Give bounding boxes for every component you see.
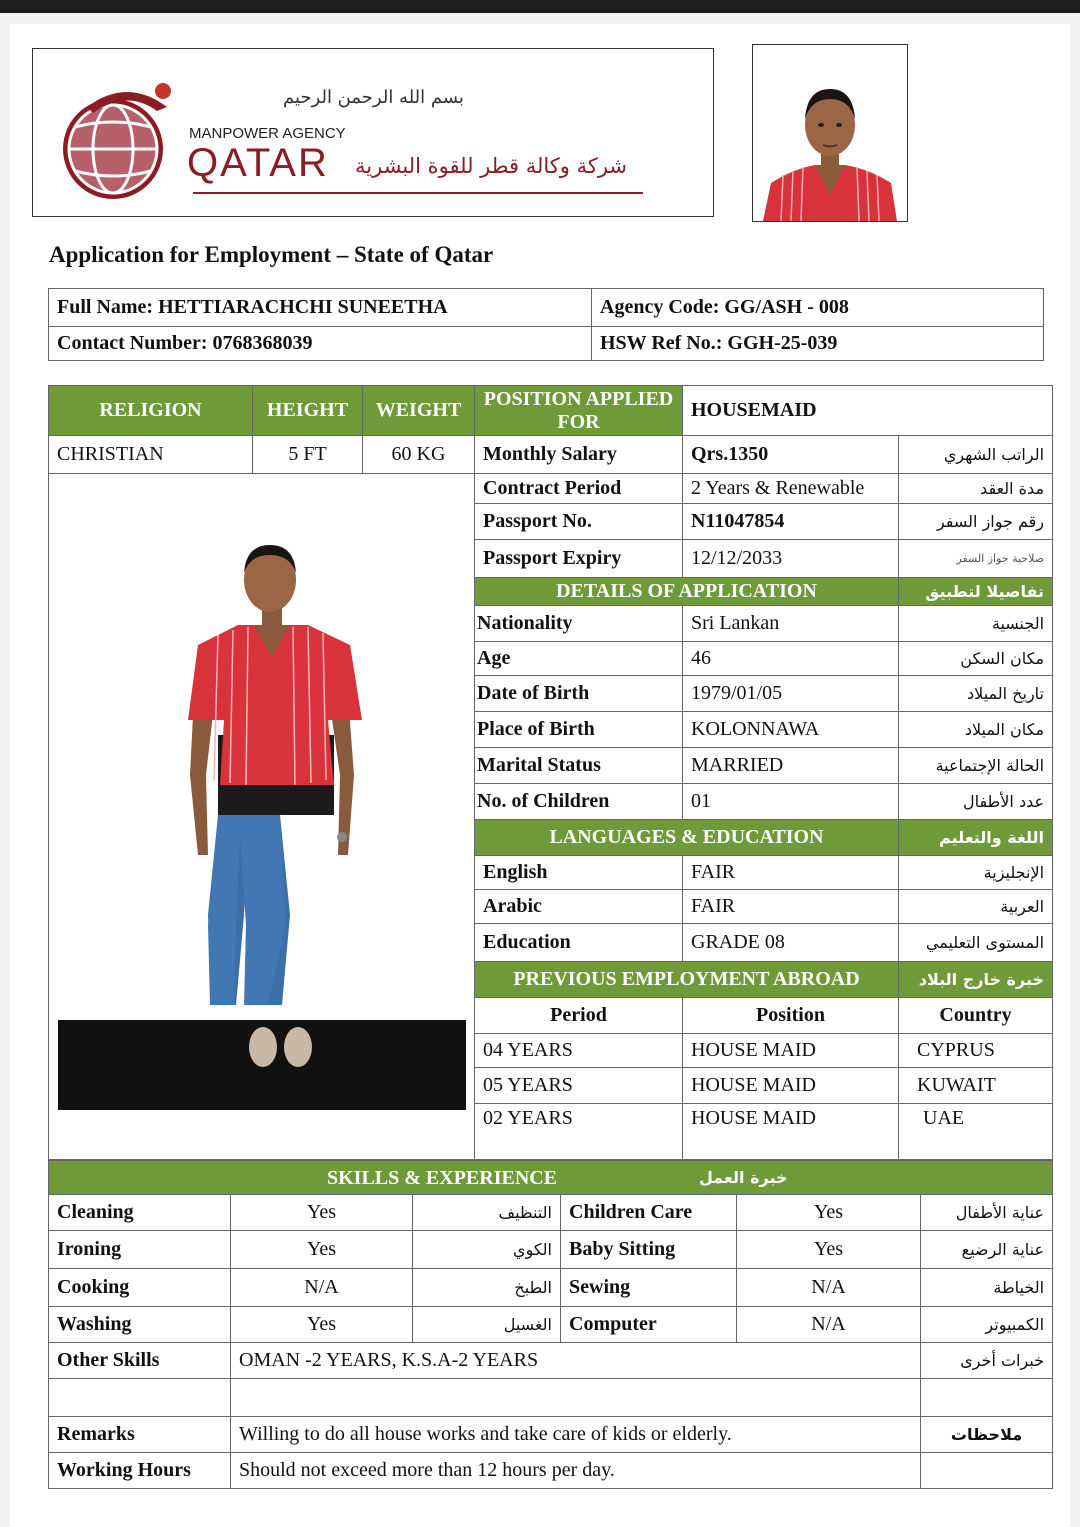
other-skills-value: OMAN -2 YEARS, K.S.A-2 YEARS: [231, 1343, 921, 1379]
prev-country-1: CYPRUS: [899, 1034, 1053, 1068]
other-skills-ar: خبرات أخرى: [921, 1343, 1053, 1379]
salary-value: Qrs.1350: [683, 436, 899, 474]
agency-code: Agency Code: GG/ASH - 008: [592, 289, 1044, 327]
languages-header: LANGUAGES & EDUCATION: [475, 820, 899, 856]
passport-photo: [752, 44, 908, 222]
skill-baby-sitting-value: Yes: [737, 1231, 921, 1269]
prev-position-3: HOUSE MAID: [683, 1104, 899, 1134]
prev-position-1: HOUSE MAID: [683, 1034, 899, 1068]
skill-children-care-value: Yes: [737, 1195, 921, 1231]
prev-period-3: 02 YEARS: [475, 1104, 683, 1134]
skill-washing-value: Yes: [231, 1307, 413, 1343]
children-ar: عدد الأطفال: [899, 784, 1053, 820]
skill-baby-sitting-label: Baby Sitting: [561, 1231, 737, 1269]
dob-label: Date of Birth: [475, 676, 683, 712]
skill-cooking-value: N/A: [231, 1269, 413, 1307]
skill-computer-label: Computer: [561, 1307, 737, 1343]
remarks-value: Willing to do all house works and take care of kids or elderly.: [231, 1417, 921, 1453]
previous-employment-header: PREVIOUS EMPLOYMENT ABROAD: [475, 962, 899, 998]
salary-ar: الراتب الشهري: [899, 436, 1053, 474]
arabic-value: FAIR: [683, 890, 899, 924]
skills-header-ar: خبرة العمل: [699, 1168, 788, 1187]
age-ar: مكان السكن: [899, 642, 1053, 676]
blank-row-value: [231, 1379, 921, 1417]
main-details-table: [48, 385, 1053, 1160]
globe-logo-icon: [57, 77, 187, 207]
other-skills-label: Other Skills: [49, 1343, 231, 1379]
dob-value: 1979/01/05: [683, 676, 899, 712]
full-name: Full Name: HETTIARACHCHI SUNEETHA: [49, 289, 592, 327]
working-hours-ar: [921, 1453, 1053, 1489]
bismillah-calligraphy: بسم الله الرحمن الرحيم: [283, 87, 464, 108]
prev-country-3: UAE: [899, 1104, 1053, 1134]
working-hours-label: Working Hours: [49, 1453, 231, 1489]
details-header-ar: تفاصيلا لتطبيق: [899, 578, 1053, 606]
pob-ar: مكان الميلاد: [899, 712, 1053, 748]
salary-label: Monthly Salary: [475, 436, 683, 474]
hsw-ref-no: HSW Ref No.: GGH-25-039: [592, 327, 1044, 361]
position-header: POSITION APPLIED FOR: [475, 386, 683, 436]
blank-row-ar: [921, 1379, 1053, 1417]
marital-ar: الحالة الإجتماعية: [899, 748, 1053, 784]
contract-ar: مدة العقد: [899, 474, 1053, 504]
skill-cleaning-ar: التنظيف: [413, 1195, 561, 1231]
nationality-label: Nationality: [475, 606, 683, 642]
portrait-photo: [753, 45, 907, 221]
religion-header: RELIGION: [49, 386, 253, 436]
english-value: FAIR: [683, 856, 899, 890]
education-label: Education: [475, 924, 683, 962]
weight-header: WEIGHT: [363, 386, 475, 436]
skill-sewing-label: Sewing: [561, 1269, 737, 1307]
height-value: 5 FT: [253, 436, 363, 474]
expiry-value: 12/12/2033: [683, 540, 899, 578]
prev-blank-1: [475, 1134, 683, 1160]
skill-cooking-label: Cooking: [49, 1269, 231, 1307]
skills-table: [48, 1160, 1053, 1489]
skill-sewing-ar: الخياطة: [921, 1269, 1053, 1307]
skill-computer-value: N/A: [737, 1307, 921, 1343]
skill-children-care-label: Children Care: [561, 1195, 737, 1231]
age-label: Age: [475, 642, 683, 676]
position-col-header: Position: [683, 998, 899, 1034]
skill-ironing-label: Ironing: [49, 1231, 231, 1269]
prev-period-2: 05 YEARS: [475, 1068, 683, 1104]
remarks-label: Remarks: [49, 1417, 231, 1453]
blank-row-label: [49, 1379, 231, 1417]
skill-computer-ar: الكمبيوتر: [921, 1307, 1053, 1343]
skills-header: SKILLS & EXPERIENCE: [327, 1167, 558, 1189]
previous-employment-header-ar: خبرة خارج البلاد: [899, 962, 1053, 998]
photo-cell: [49, 474, 475, 1160]
contract-value: 2 Years & Renewable: [683, 474, 899, 504]
skill-sewing-value: N/A: [737, 1269, 921, 1307]
page-title: Application for Employment – State of Qatar: [49, 242, 494, 267]
skills-header-row: [49, 1161, 1053, 1195]
agency-name: QATAR: [187, 141, 329, 185]
dob-ar: تاريخ الميلاد: [899, 676, 1053, 712]
education-ar: المستوى التعليمي: [899, 924, 1053, 962]
skill-baby-sitting-ar: عناية الرضيع: [921, 1231, 1053, 1269]
period-col-header: Period: [475, 998, 683, 1034]
skill-cooking-ar: الطبخ: [413, 1269, 561, 1307]
weight-value: 60 KG: [363, 436, 475, 474]
passport-label: Passport No.: [475, 504, 683, 540]
expiry-ar: صلاحية جواز السفر: [899, 540, 1053, 578]
education-value: GRADE 08: [683, 924, 899, 962]
remarks-ar: ملاحظات: [921, 1417, 1053, 1453]
skill-children-care-ar: عناية الأطفال: [921, 1195, 1053, 1231]
top-bar: [0, 0, 1080, 13]
country-col-header: Country: [899, 998, 1053, 1034]
contact-number: Contact Number: 0768368039: [49, 327, 592, 361]
arabic-ar: العربية: [899, 890, 1053, 924]
arabic-label: Arabic: [475, 890, 683, 924]
children-value: 01: [683, 784, 899, 820]
working-hours-value: Should not exceed more than 12 hours per day.: [231, 1453, 921, 1489]
age-value: 46: [683, 642, 899, 676]
nationality-ar: الجنسية: [899, 606, 1053, 642]
details-header: DETAILS OF APPLICATION: [475, 578, 899, 606]
english-label: English: [475, 856, 683, 890]
religion-value: CHRISTIAN: [49, 436, 253, 474]
skill-ironing-ar: الكوي: [413, 1231, 561, 1269]
prev-country-2: KUWAIT: [899, 1068, 1053, 1104]
height-header: HEIGHT: [253, 386, 363, 436]
header-underline: [193, 192, 643, 194]
position-value: HOUSEMAID: [683, 386, 1053, 436]
prev-blank-3: [899, 1134, 1053, 1160]
agency-header: [32, 48, 714, 217]
languages-header-ar: اللغة والتعليم: [899, 820, 1053, 856]
english-ar: الإنجليزية: [899, 856, 1053, 890]
skill-ironing-value: Yes: [231, 1231, 413, 1269]
pob-label: Place of Birth: [475, 712, 683, 748]
skill-washing-ar: الغسيل: [413, 1307, 561, 1343]
expiry-label: Passport Expiry: [475, 540, 683, 578]
skill-washing-label: Washing: [49, 1307, 231, 1343]
skill-cleaning-label: Cleaning: [49, 1195, 231, 1231]
agency-arabic-name: شركة وكالة قطر للقوة البشرية: [355, 154, 628, 178]
pob-value: KOLONNAWA: [683, 712, 899, 748]
nationality-value: Sri Lankan: [683, 606, 899, 642]
skill-cleaning-value: Yes: [231, 1195, 413, 1231]
prev-position-2: HOUSE MAID: [683, 1068, 899, 1104]
prev-period-1: 04 YEARS: [475, 1034, 683, 1068]
children-label: No. of Children: [475, 784, 683, 820]
agency-small-title: MANPOWER AGENCY: [189, 125, 346, 142]
marital-value: MARRIED: [683, 748, 899, 784]
prev-blank-2: [683, 1134, 899, 1160]
passport-ar: رقم جواز السفر: [899, 504, 1053, 540]
marital-label: Marital Status: [475, 748, 683, 784]
applicant-info-table: [48, 288, 1044, 361]
passport-value: N11047854: [683, 504, 899, 540]
contract-label: Contract Period: [475, 474, 683, 504]
